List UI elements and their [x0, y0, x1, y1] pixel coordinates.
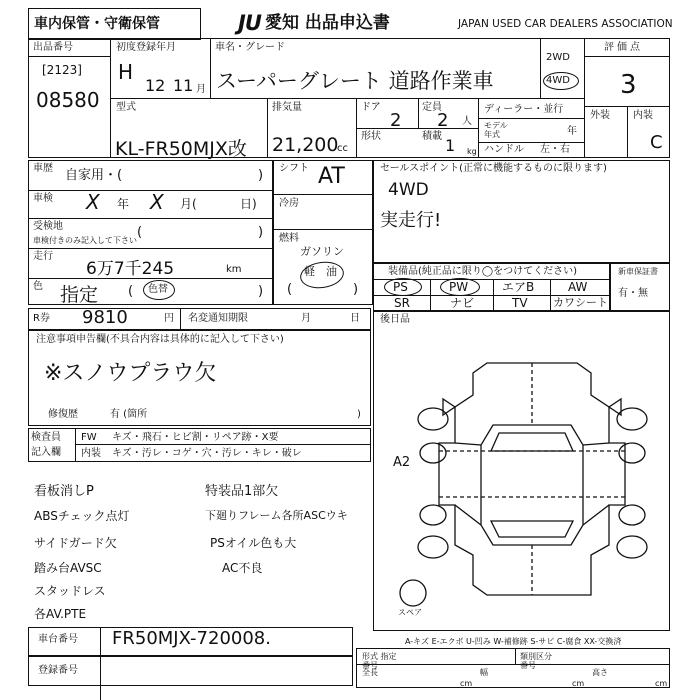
association-name: JAPAN USED CAR DEALERS ASSOCIATION [458, 18, 673, 30]
evaluation-label: 評価点 [604, 42, 643, 53]
damage-marker: A2 [393, 455, 411, 470]
warranty-options: 有・無 [618, 288, 648, 299]
load-unit: kg [467, 147, 477, 156]
equip-navi: ナビ [450, 296, 475, 310]
interior-label: 内装 [633, 110, 653, 121]
notes-value: ※スノウプラウ欠 [44, 361, 217, 386]
height-label: 高さ [592, 668, 608, 677]
bottom-spec-box [356, 648, 670, 688]
selling-point-2: 実走行! [380, 210, 442, 231]
note-right-2: 下廻りフレーム各所ASCウキ [205, 509, 348, 522]
note-left-3: サイドガード欠 [34, 536, 117, 550]
lot-number: 08580 [36, 88, 100, 112]
form-title: 愛知 出品申込書 [265, 13, 390, 33]
warranty-label: 新車保証書 [618, 267, 658, 276]
load-value: 1 [445, 136, 456, 155]
spare-label: スペア [398, 608, 422, 617]
storage-label: 車内保管・守衛保管 [34, 16, 160, 32]
color-open: ( [128, 284, 134, 299]
equip-ps-circle [384, 278, 422, 296]
first-registration-label: 初度登録年月 [116, 42, 176, 53]
width-label: 幅 [480, 668, 488, 677]
equip-pw: PW [449, 280, 469, 294]
registration-label: 登録番号 [38, 665, 78, 676]
handle-options: 左・右 [540, 144, 570, 155]
length-cm: cm [460, 679, 473, 688]
mileage-label: 走行 [33, 251, 53, 262]
body-shape-label: 形状 [361, 131, 381, 142]
receipt-sub: 車検付きのみ記入して下さい [33, 236, 137, 245]
damage-legend: A-キズ E-エクボ U-凹み W-補修跡 S-サビ C-腐食 XX-交換済 [405, 637, 622, 646]
checker-row1: キズ・飛石・ヒビ割・リペア跡・X要 [112, 432, 279, 443]
model-value: KL-FR50MJX改 [115, 138, 247, 160]
evaluation-value: 3 [620, 70, 637, 100]
width-cm: cm [572, 679, 585, 688]
receipt-label: 受検地 [33, 221, 63, 232]
car-name-value: スーパーグレート 道路作業車 [216, 69, 494, 93]
type-label: 形式 指定番号 [362, 652, 397, 670]
recycle-label: R券 [33, 313, 50, 324]
drive-4wd: 4WD [546, 75, 570, 86]
model-year-label: モデル 年式 [484, 121, 508, 139]
inspection-month-value: X [150, 190, 164, 214]
notes-label: 注意事項申告欄(不具合内容は具体的に記入して下さい) [36, 334, 284, 345]
notice-label: 名変通知期限 [188, 313, 248, 324]
fuel-open: ( [287, 282, 293, 297]
doors-value: 2 [390, 110, 402, 131]
inspection-year-value: X [86, 190, 100, 214]
note-right-4: AC不良 [222, 561, 263, 575]
class-label: 類別区分 番号 [520, 652, 552, 670]
color-label: 色 [33, 281, 43, 292]
checker-row1-prefix: FW [81, 432, 97, 443]
model-label: 型式 [116, 102, 136, 113]
chassis-label: 車台番号 [38, 634, 78, 645]
lot-sub-number: [2123] [42, 63, 82, 77]
equip-tv: TV [512, 296, 528, 310]
length-label: 全長 [362, 668, 378, 677]
doors-label: ドア [361, 102, 381, 113]
inspection-month-char: 月( [180, 197, 197, 211]
recycle-value: 9810 [82, 307, 128, 328]
dealer-label: ディーラー・並行 [484, 104, 564, 115]
interior-value: C [650, 132, 663, 153]
checker-row2-prefix: 内装 [81, 448, 101, 459]
notice-month: 月 [301, 313, 311, 324]
capacity-label: 定員 [422, 102, 442, 113]
equip-airbag: エアB [502, 280, 535, 294]
capacity-value: 2 [437, 110, 449, 131]
selling-point-1: 4WD [388, 180, 429, 200]
equipment-label: 装備品(純正品に限り◯をつけてください) [388, 266, 577, 277]
equip-ps: PS [393, 280, 408, 294]
note-left-1: 看板消しP [34, 484, 94, 499]
color-close: ) [258, 284, 264, 299]
ju-logo: JU [238, 11, 261, 35]
first-registration-month: 11 [173, 76, 194, 95]
shift-label: シフト [279, 163, 309, 174]
fuel-diesel: 軽 油 [304, 265, 337, 278]
note-right-1: 特装品1部欠 [205, 484, 279, 499]
drive-2wd: 2WD [546, 52, 570, 63]
inspection-year-char: 年 [117, 197, 130, 211]
model-year-char: 年 [567, 126, 577, 137]
inspection-label: 車検 [33, 193, 53, 204]
capacity-unit: 人 [462, 116, 472, 127]
exterior-label: 外装 [590, 110, 610, 121]
displacement-value: 21,200 [272, 134, 339, 156]
repair-value: 有 (箇所 [110, 409, 148, 420]
repair-label: 修復歴 [48, 409, 78, 420]
shift-value: AT [318, 164, 345, 189]
displacement-label: 排気量 [272, 102, 302, 113]
car-name-label: 車名・グレード [215, 42, 285, 53]
selling-points-label: セールスポイント(正常に機能するものに限ります) [380, 163, 607, 174]
color-value: 指定 [60, 284, 99, 306]
notice-day: 日 [350, 313, 360, 324]
paint-label: 色替 [148, 284, 168, 295]
handle-label: ハンドル [484, 144, 524, 155]
checker-label: 検査員 [31, 432, 61, 443]
height-cm: cm [655, 679, 668, 688]
car-diagram [395, 355, 670, 615]
note-left-4: 踏み台AVSC [34, 561, 102, 575]
equip-sr: SR [394, 296, 410, 310]
note-left-2: ABSチェック点灯 [34, 509, 130, 523]
inspection-day-char: 日) [240, 197, 257, 211]
chassis-value: FR50MJX-720008. [112, 628, 271, 649]
fuel-gasoline: ガソリン [300, 245, 344, 258]
cooling-label: 冷房 [279, 198, 299, 209]
equip-aw: AW [568, 280, 588, 294]
fuel-label: 燃料 [279, 233, 299, 244]
repair-close: ) [357, 409, 361, 420]
receipt-close: ) [258, 225, 264, 240]
note-right-3: PSオイル色も大 [210, 536, 297, 550]
equip-seat: カワシート [553, 296, 608, 309]
first-registration-month-char: 月 [196, 84, 206, 95]
receipt-open: ( [137, 225, 143, 240]
lot-label: 出品番号 [33, 42, 73, 53]
usage-label: 車歴 [33, 163, 53, 174]
usage-value: 自家用・( [65, 168, 123, 183]
checker-row2: キズ・汚レ・コゲ・穴・汚レ・キレ・破レ [112, 448, 302, 459]
note-left-5: スタッドレス [34, 584, 106, 598]
recycle-unit: 円 [164, 313, 174, 324]
usage-close: ) [258, 168, 264, 183]
mileage-value: 6万7千245 [86, 259, 175, 279]
mileage-unit: km [226, 264, 242, 275]
entry-label: 記入欄 [31, 447, 61, 458]
fuel-close: ) [353, 282, 359, 297]
first-registration-year: 12 [145, 76, 166, 95]
note-left-6: 各AV.PTE [34, 607, 87, 621]
first-registration-era: H [118, 60, 134, 84]
load-label: 積載 [422, 131, 442, 142]
displacement-unit: cc [337, 143, 348, 154]
equip-pw-circle [440, 278, 480, 296]
after-install-label: 後日品 [380, 314, 410, 325]
